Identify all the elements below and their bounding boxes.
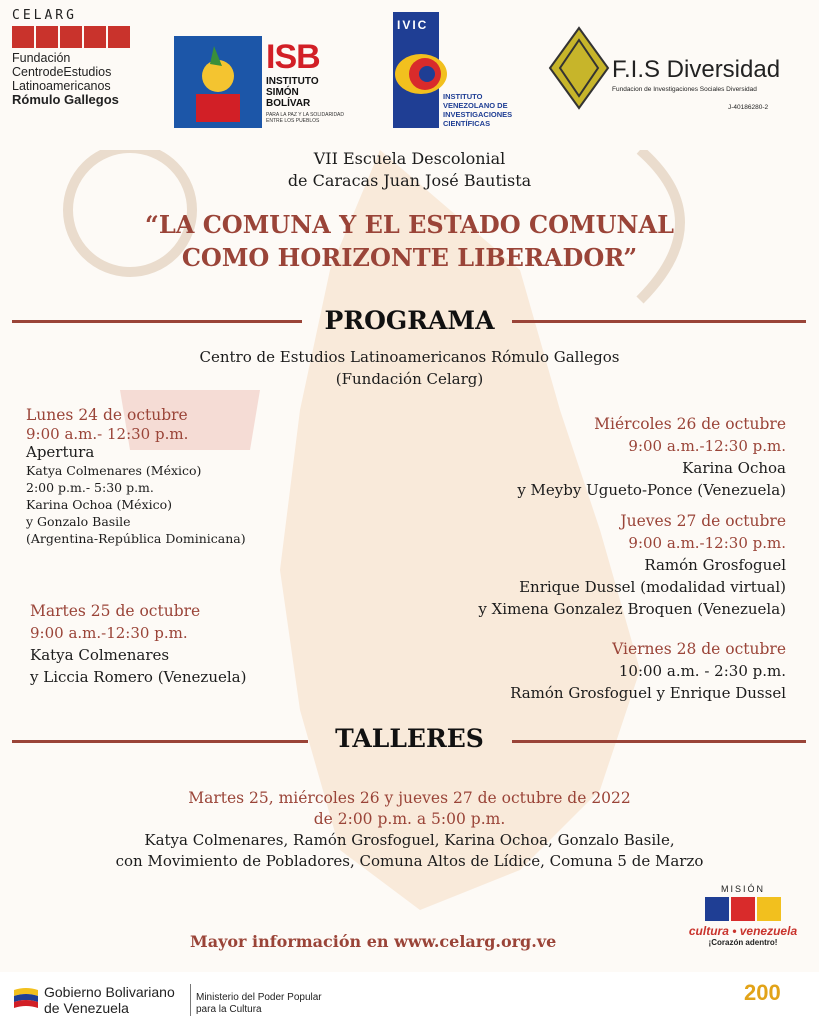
programa-heading: PROGRAMA: [324, 306, 495, 335]
schedule-viernes: [400, 638, 786, 704]
celarg-line1: Fundación: [12, 51, 71, 65]
fis-rif: J-40186280-2: [728, 104, 769, 111]
schedule-martes: [30, 600, 330, 688]
jueves-time: 9:00 a.m.-12:30 p.m.: [628, 534, 786, 552]
viernes-line1: Ramón Grosfoguel y Enrique Dussel: [510, 684, 786, 702]
schedule-miercoles: [400, 413, 786, 501]
lunes-line3: Karina Ochoa (México): [26, 496, 173, 512]
isb-emblem-icon: [174, 36, 262, 128]
jueves-line1: Ramón Grosfoguel: [644, 556, 786, 574]
mision-cultura-logo: [684, 884, 802, 947]
escuela-line1: VII Escuela Descolonial: [313, 149, 506, 168]
isb-name: INSTITUTO SIMÓN BOLÍVAR: [266, 76, 319, 109]
venue: [0, 346, 819, 390]
isb-logo: [174, 36, 346, 128]
miercoles-line1: Karina Ochoa: [682, 459, 786, 477]
schedule-jueves: [400, 510, 786, 620]
talleres-time: de 2:00 p.m. a 5:00 p.m.: [313, 810, 506, 828]
talleres-line1: Katya Colmenares, Ramón Grosfoguel, Karina Ochoa, Gonzalo Basile,: [144, 831, 675, 849]
mision-tagline: ¡Corazón adentro!: [708, 938, 778, 947]
isb-tagline: PARA LA PAZ Y LA SOLIDARIDAD ENTRE LOS PUEBLOS: [266, 112, 344, 124]
jueves-line3: y Ximena Gonzalez Broquen (Venezuela): [478, 600, 786, 618]
footer: [0, 972, 819, 1024]
lunes-time: 9:00 a.m.- 12:30 p.m.: [26, 424, 189, 443]
martes-time: 9:00 a.m.-12:30 p.m.: [30, 624, 188, 642]
ministerio-line1: Ministerio del Poder Popular: [196, 992, 322, 1003]
more-info-text: Mayor información en www.celarg.org.ve: [190, 932, 557, 951]
mision-name: cultura • venezuela: [688, 924, 798, 938]
ivic-logo: [393, 12, 523, 130]
jueves-date: Jueves 27 de octubre: [620, 512, 786, 530]
venue-line2: (Fundación Celarg): [335, 370, 484, 388]
gobierno-line2: de Venezuela: [44, 1000, 129, 1016]
miercoles-time: 9:00 a.m.-12:30 p.m.: [628, 437, 786, 455]
miercoles-line2: y Meyby Ugueto-Ponce (Venezuela): [517, 481, 786, 499]
ministerio-line2: para la Cultura: [196, 1004, 262, 1015]
viernes-date: Viernes 28 de octubre: [612, 640, 786, 658]
isb-abbr: ISB: [266, 38, 320, 76]
lunes-line1: Katya Colmenares (México): [26, 462, 202, 478]
talleres-rule-right: [512, 740, 806, 743]
gobierno-line1: Gobierno Bolivariano: [44, 984, 175, 1000]
lunes-line2: 2:00 p.m.- 5:30 p.m.: [26, 479, 154, 495]
bicentenario-badge: 200: [744, 980, 781, 1005]
lunes-date: Lunes 24 de octubre: [26, 406, 188, 424]
ivic-abbr: IVIC: [397, 18, 429, 32]
talleres-heading: TALLERES: [335, 724, 484, 753]
martes-line2: y Liccia Romero (Venezuela): [30, 668, 247, 686]
mision-squares-icon: [684, 897, 802, 921]
programa-rule-right: [512, 320, 806, 323]
title-line2: COMO HORIZONTE LIBERADOR”: [181, 243, 638, 272]
talleres-dates: Martes 25, miércoles 26 y jueves 27 de octubre de 2022: [188, 789, 631, 807]
fis-name: F.I.S Diversidad: [612, 56, 781, 83]
jueves-line2: Enrique Dussel (modalidad virtual): [519, 578, 786, 596]
fis-logo: [548, 20, 781, 120]
mision-label: MISIÓN: [720, 884, 765, 894]
escuela-title: [0, 148, 819, 192]
escuela-line2: de Caracas Juan José Bautista: [287, 171, 532, 190]
talleres-details: [0, 788, 819, 872]
viernes-time: 10:00 a.m. - 2:30 p.m.: [618, 662, 786, 680]
lunes-title: Apertura: [26, 443, 95, 461]
venezuela-flag-icon: [12, 986, 40, 1010]
celarg-line2: CentrodeEstudios: [12, 65, 112, 79]
fis-subtitle: Fundacion de Investigaciones Sociales Diversidad: [612, 86, 757, 93]
miercoles-date: Miércoles 26 de octubre: [594, 415, 786, 433]
title-line1: “LA COMUNA Y EL ESTADO COMUNAL: [145, 210, 674, 239]
celarg-name: CELARG: [12, 8, 77, 23]
event-title: [0, 208, 819, 274]
celarg-line4: Rómulo Gallegos: [12, 92, 119, 107]
fis-diamond-icon: [548, 26, 610, 110]
celarg-logo: [12, 8, 152, 107]
celarg-line3: Latinoamericanos: [12, 79, 111, 93]
footer-separator: [190, 984, 191, 1016]
talleres-line2: con Movimiento de Pobladores, Comuna Altos de Lídice, Comuna 5 de Marzo: [115, 852, 704, 870]
martes-line1: Katya Colmenares: [30, 646, 170, 664]
ivic-name: INSTITUTO VENEZOLANO DE INVESTIGACIONES CIENTÍFICAS: [443, 92, 513, 128]
venue-line1: Centro de Estudios Latinoamericanos Rómulo Gallegos: [199, 348, 620, 366]
lunes-line5: (Argentina-República Dominicana): [26, 530, 246, 546]
lunes-line4: y Gonzalo Basile: [26, 513, 131, 529]
celarg-glyphs-icon: [12, 26, 152, 48]
schedule-lunes: [26, 406, 326, 547]
martes-date: Martes 25 de octubre: [30, 602, 201, 620]
